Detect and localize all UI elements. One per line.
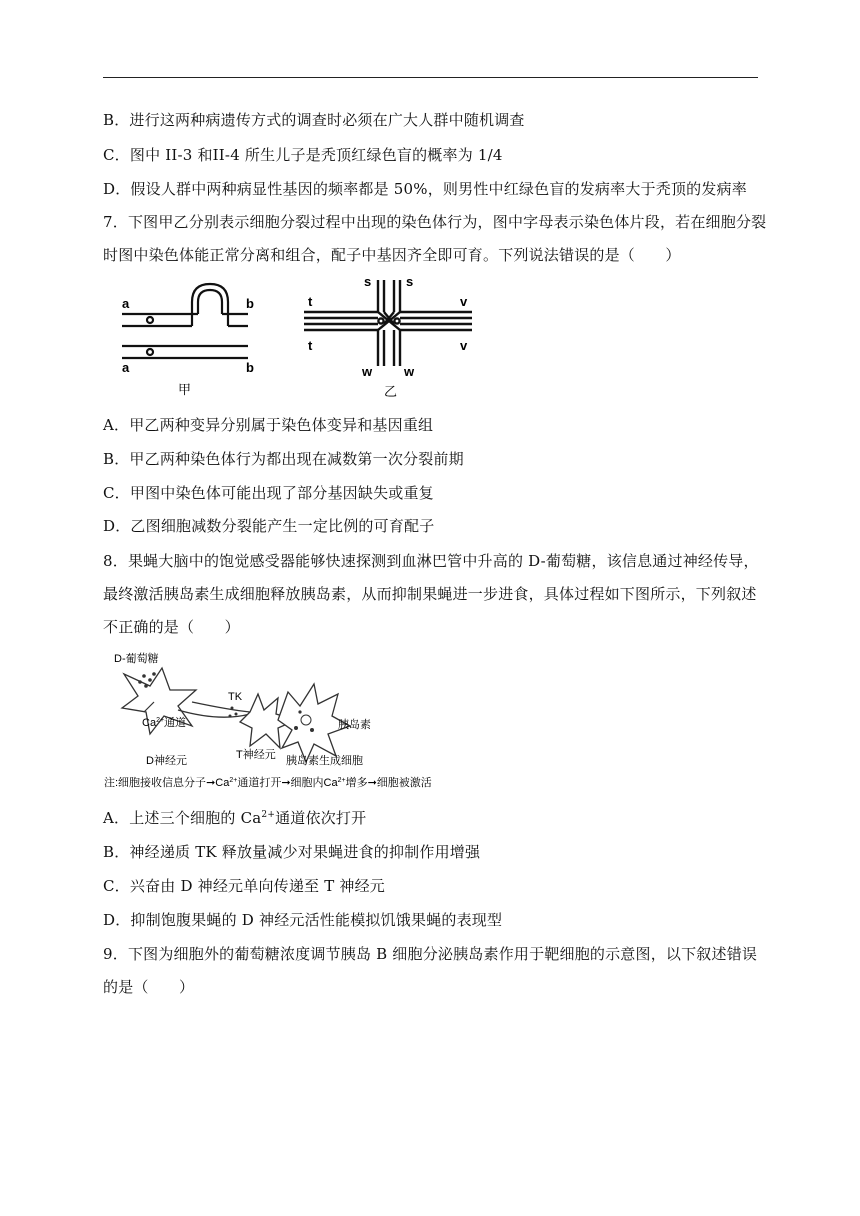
q7-option-a: A．甲乙两种变异分别属于染色体变异和基因重组 xyxy=(103,416,434,434)
q8-stem-line1: 8．果蝇大脑中的饱觉感受器能够快速探测到血淋巴管中升高的 D-葡萄糖，该信息通过神经传导， xyxy=(103,552,759,570)
jia-label-a-top: a xyxy=(122,296,130,311)
q8-option-c: C．兴奋由 D 神经元单向传递至 T 神经元 xyxy=(103,877,385,895)
yi-label-t-top: t xyxy=(308,294,313,309)
q7-option-c: C．甲图中染色体可能出现了部分基因缺失或重复 xyxy=(103,484,434,502)
yi-label-w-left: w xyxy=(362,364,373,379)
q9-stem-line1: 9．下图为细胞外的葡萄糖浓度调节胰岛 B 细胞分泌胰岛素作用于靶细胞的示意图，以下叙述错误 xyxy=(103,945,758,963)
jia-label-b-top: b xyxy=(246,296,254,311)
q7-stem-line1: 7．下图甲乙分别表示细胞分裂过程中出现的染色体行为，图中字母表示染色体片段，若在细胞分裂 xyxy=(103,213,767,231)
yi-label-v-bottom: v xyxy=(460,338,468,353)
insulin-label: 胰岛素 xyxy=(338,719,371,731)
q7-option-d: D．乙图细胞减数分裂能产生一定比例的可育配子 xyxy=(103,517,435,535)
yi-label-s-left: s xyxy=(364,274,372,289)
header-rule xyxy=(103,77,758,78)
q6-option-d: D．假设人群中两种病显性基因的频率都是 50%，则男性中红绿色盲的发病率大于秃顶的发病率 xyxy=(103,180,747,198)
t-neuron-label: T神经元 xyxy=(236,749,276,761)
d-neuron-label: D神经元 xyxy=(146,755,187,767)
q8-stem-line3: 不正确的是（ ） xyxy=(103,618,240,636)
yi-label-w-right: w xyxy=(404,364,415,379)
q8-option-a: A．上述三个细胞的 $Ca^{2+}$通道依次打开 xyxy=(103,809,367,827)
d-glucose-label: D-葡萄糖 xyxy=(114,653,159,665)
q8-stem-line2: 最终激活胰岛素生成细胞释放胰岛素，从而抑制果蝇进一步进食，具体过程如下图所示，下列叙述 xyxy=(103,585,757,603)
q7-chromosome-figure xyxy=(108,272,488,404)
yi-label-v-top: v xyxy=(460,294,468,309)
tk-label: TK xyxy=(228,691,243,703)
jia-caption: 甲 xyxy=(178,382,192,397)
q8-option-b: B．神经递质 TK 释放量减少对果蝇进食的抑制作用增强 xyxy=(103,843,481,861)
jia-label-b-bottom: b xyxy=(246,360,254,375)
q6-option-b: B．进行这两种病遗传方式的调查时必须在广大人群中随机调查 xyxy=(103,111,525,129)
yi-label-t-bottom: t xyxy=(308,338,313,353)
q7-option-b: B．甲乙两种染色体行为都出现在减数第一次分裂前期 xyxy=(103,450,464,468)
insulin-cell-label: 胰岛素生成细胞 xyxy=(286,755,363,767)
q9-stem-line2: 的是（ ） xyxy=(103,978,195,996)
yi-label-s-right: s xyxy=(406,274,414,289)
q6-option-c: C．图中 II-3 和II-4 所生儿子是秃顶红绿色盲的概率为 1/4 xyxy=(103,146,503,164)
q7-stem-line2: 时图中染色体能正常分离和组合，配子中基因齐全即可育。下列说法错误的是（ ） xyxy=(103,246,681,264)
ca-channel-label: $Ca^{2+}$通道 xyxy=(142,717,187,729)
jia-diagram xyxy=(122,284,248,358)
q8-neuron-figure xyxy=(100,650,520,796)
q8-option-d: D．抑制饱腹果蝇的 D 神经元活性能模拟饥饿果蝇的表现型 xyxy=(103,911,503,929)
yi-caption: 乙 xyxy=(384,384,398,399)
figure-note: 注:细胞接收信息分子$➞Ca^{2+}$通道打开➞细胞内$Ca^{2+}$增多➞细胞被激活 xyxy=(104,777,432,789)
jia-label-a-bottom: a xyxy=(122,360,130,375)
yi-diagram xyxy=(304,280,472,366)
